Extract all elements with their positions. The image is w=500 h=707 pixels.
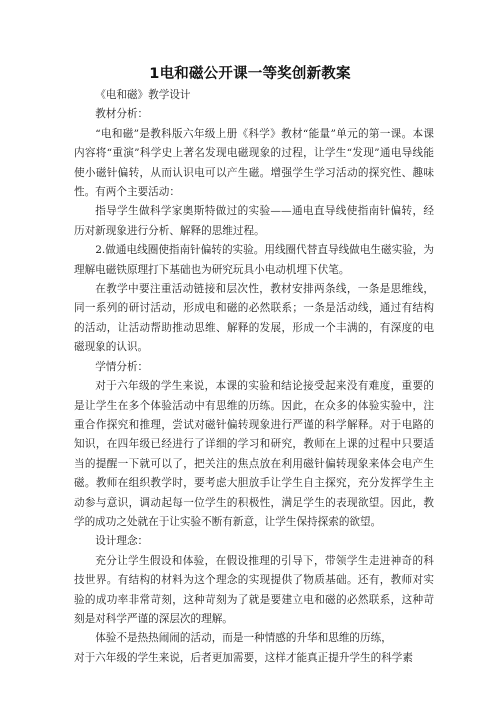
paragraph-design-concept: 充分让学生假设和体验，在假设推理的引导下，带领学生走进神奇的科技世界。有结构的材料为这个理念的实现提供了物质基础。还有，教师对实验的成功率非常苛刻，这种苛刻为了就是要建立电和磁的必然联系，这种苛刻是对科学严谨的深层次的理解。 <box>74 554 434 625</box>
paragraph-textbook-analysis: “电和磁”是教科版六年级上册《科学》教材“能量”单元的第一课。本课内容将“重演”科学史上著名发现电磁现象的过程，让学生“发现”通电导线能使小磁针偏转，从而认识电可以产生磁。增强学生学习活动的探究性、趣味性。有两个主要活动： <box>74 127 434 199</box>
paragraph-textbook-analysis-heading: 教材分析： <box>95 108 149 121</box>
paragraph-learner-analysis: 对于六年级的学生来说，本课的实验和结论接受起来没有难度，重要的是让学生在多个体验活动中有思维的历练。因此，在众多的体验实验中，注重合作探究和推理，尝试对磁针偏转现象进行严谨的科学解释。对于电路的知识，在四年级已经进行了详细的学习和研究，教师在上课的过程中只要适当的提醒一下就可以了，把关注的焦点放在利用磁针偏转现象来体会电产生磁。教师在组织教学时，要考虑大胆放手让学生自主探究，充分发挥学生主动参与意识，调动起每一位学生的积极性，满足学生的表现欲望。因此，教学的成功之处就在于让实验不断有新意，让学生保持探索的欲望。 <box>74 380 434 528</box>
paragraph-design-concept-heading: 设计理念： <box>95 535 149 548</box>
paragraph-learner-analysis-heading: 学情分析： <box>95 360 149 373</box>
paragraph-teaching-focus: 在教学中要注重活动链接和层次性，教材安排两条线，一条是思维线，同一系列的研讨活动，形成电和磁的必然联系；一条是活动线，通过有结构的活动，让活动帮助推动思维、解释的发展，形成一个丰满的，有深度的电磁现象的认识。 <box>74 283 434 354</box>
paragraph-experience: 体验不是热热闹闹的活动，而是一种情感的升华和思维的历练， <box>95 632 392 645</box>
document-title: 1电和磁公开课一等奖创新教案 <box>149 66 351 82</box>
paragraph-design-heading: 《电和磁》教学设计 <box>95 89 191 101</box>
paragraph-continuation: 对于六年级的学生来说，后者更加需要，这样才能真正提升学生的科学素 <box>74 651 413 664</box>
paragraph-activity-one: 指导学生做科学家奥斯特做过的实验——通电直导线使指南针偏转，经历对新现象进行分析、解释的思维过程。 <box>74 205 434 237</box>
document-body <box>74 86 434 668</box>
paragraph-activity-two: 2.做通电线圈使指南针偏转的实验。用线圈代替直导线做电生磁实验，为理解电磁铁原理打下基础也为研究玩具小电动机埋下伏笔。 <box>74 244 434 276</box>
